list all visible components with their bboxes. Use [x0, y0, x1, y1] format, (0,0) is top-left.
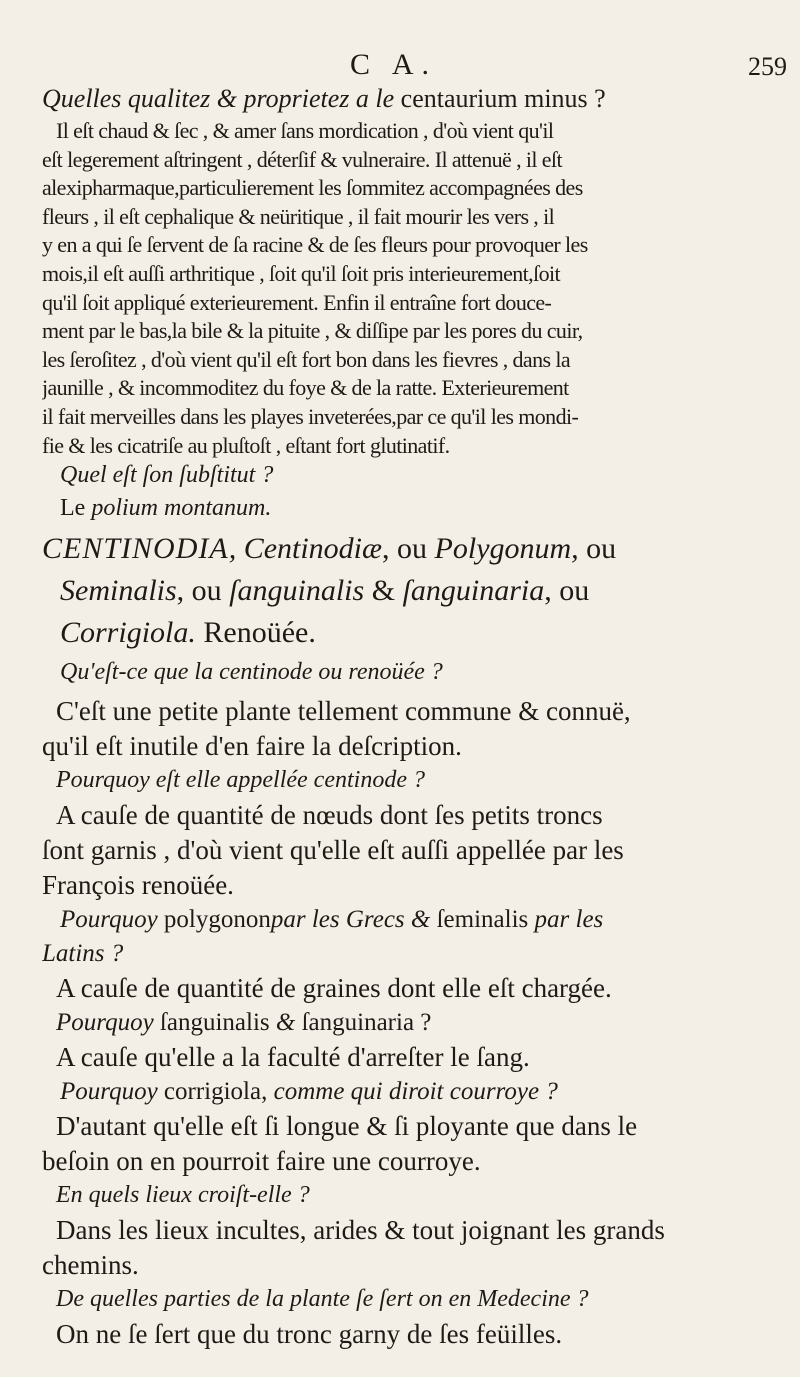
- question-appellee: Pourquoy eſt elle appellée centinode ?: [56, 768, 425, 794]
- page-number: 259: [748, 52, 787, 81]
- answer-parties: On ne ſe ſert que du tronc garny de ſes feüilles.: [56, 1321, 563, 1350]
- running-head: C A.: [350, 48, 438, 81]
- page-header: [0, 48, 800, 84]
- question-polygonon-cont: Latins ?: [42, 941, 124, 968]
- answer-substitut: Le polium montanum.: [60, 496, 272, 522]
- question-corrigiola: Pourquoy corrigiola, comme qui diroit courroye ?: [60, 1079, 558, 1106]
- answer-centinode: C'eſt une petite plante tellement commune & connuë, qu'il eſt inutile d'en faire la deſcription.: [42, 698, 631, 762]
- answer-corrigiola: D'autant qu'elle eſt ſi longue & ſi ployante que dans le beſoin on en pourroit faire une courroye.: [42, 1113, 638, 1177]
- question-parties: De quelles parties de la plante ſe ſert on en Medecine ?: [56, 1287, 589, 1313]
- question-centaurium: Quelles qualitez & proprietez a le centaurium minus ?: [42, 86, 606, 113]
- question-polygonon: Pourquoy polygononpar les Grecs & ſeminalis par les: [60, 907, 604, 934]
- answer-sanguinalis: A cauſe qu'elle a la faculté d'arreſter le ſang.: [56, 1044, 530, 1073]
- question-sanguinalis: Pourquoy ſanguinalis & ſanguinaria ?: [56, 1010, 432, 1037]
- question-centinode: Qu'eſt-ce que la centinode ou renoüée ?: [60, 660, 443, 686]
- answer-lieux: Dans les lieux incultes, arides & tout joignant les grands chemins.: [42, 1217, 665, 1281]
- paragraph-centaurium: Il eſt chaud & ſec , & amer ſans mordication , d'où vient qu'il eſt legerement aſtringent , déterſif & vulneraire. Il attenuë , il eſt alexipharmaque,particulierement les ſommitez accompagnées des fleurs , il eſt cephalique & neüritique , il fait mourir les vers , il y en a qui ſe ſervent de ſa racine & de ſes fleurs pour provoquer les mois,il eſt auſſi arthritique , ſoit qu'il ſoit pris interieurement,ſoit qu'il ſoit appliqué exterieurement. Enfin il entraîne fort douce- ment par le bas,la bile & la pituite , & diſſipe par les pores du cuir, les ſeroſitez , d'où vient qu'il eſt fort bon dans les fievres , dans la jaunille , & incommoditez du foye & de la ratte. Exterieurement il fait merveilles dans les playes inveterées,par ce qu'il les mondi- fie & les cicatriſe au pluſtoſt , eſtant fort glutinatif.: [42, 120, 588, 458]
- answer-polygonon: A cauſe de quantité de graines dont elle eſt chargée.: [56, 975, 612, 1004]
- body-text: [42, 86, 782, 1356]
- question-lieux: En quels lieux croiſt-elle ?: [56, 1183, 310, 1209]
- question-substitut: Quel eſt ſon ſubſtitut ?: [60, 463, 274, 489]
- answer-appellee: A cauſe de quantité de nœuds dont ſes petits troncs ſont garnis , d'où vient qu'elle eſt auſſi appellée par les François renoüée.: [42, 802, 624, 901]
- entry-heading: CENTINODIA, Centinodiæ, ou Polygonum, ou Seminalis, ou ſanguinalis & ſanguinaria, ou Corrigiola. Renoüée.: [42, 534, 617, 650]
